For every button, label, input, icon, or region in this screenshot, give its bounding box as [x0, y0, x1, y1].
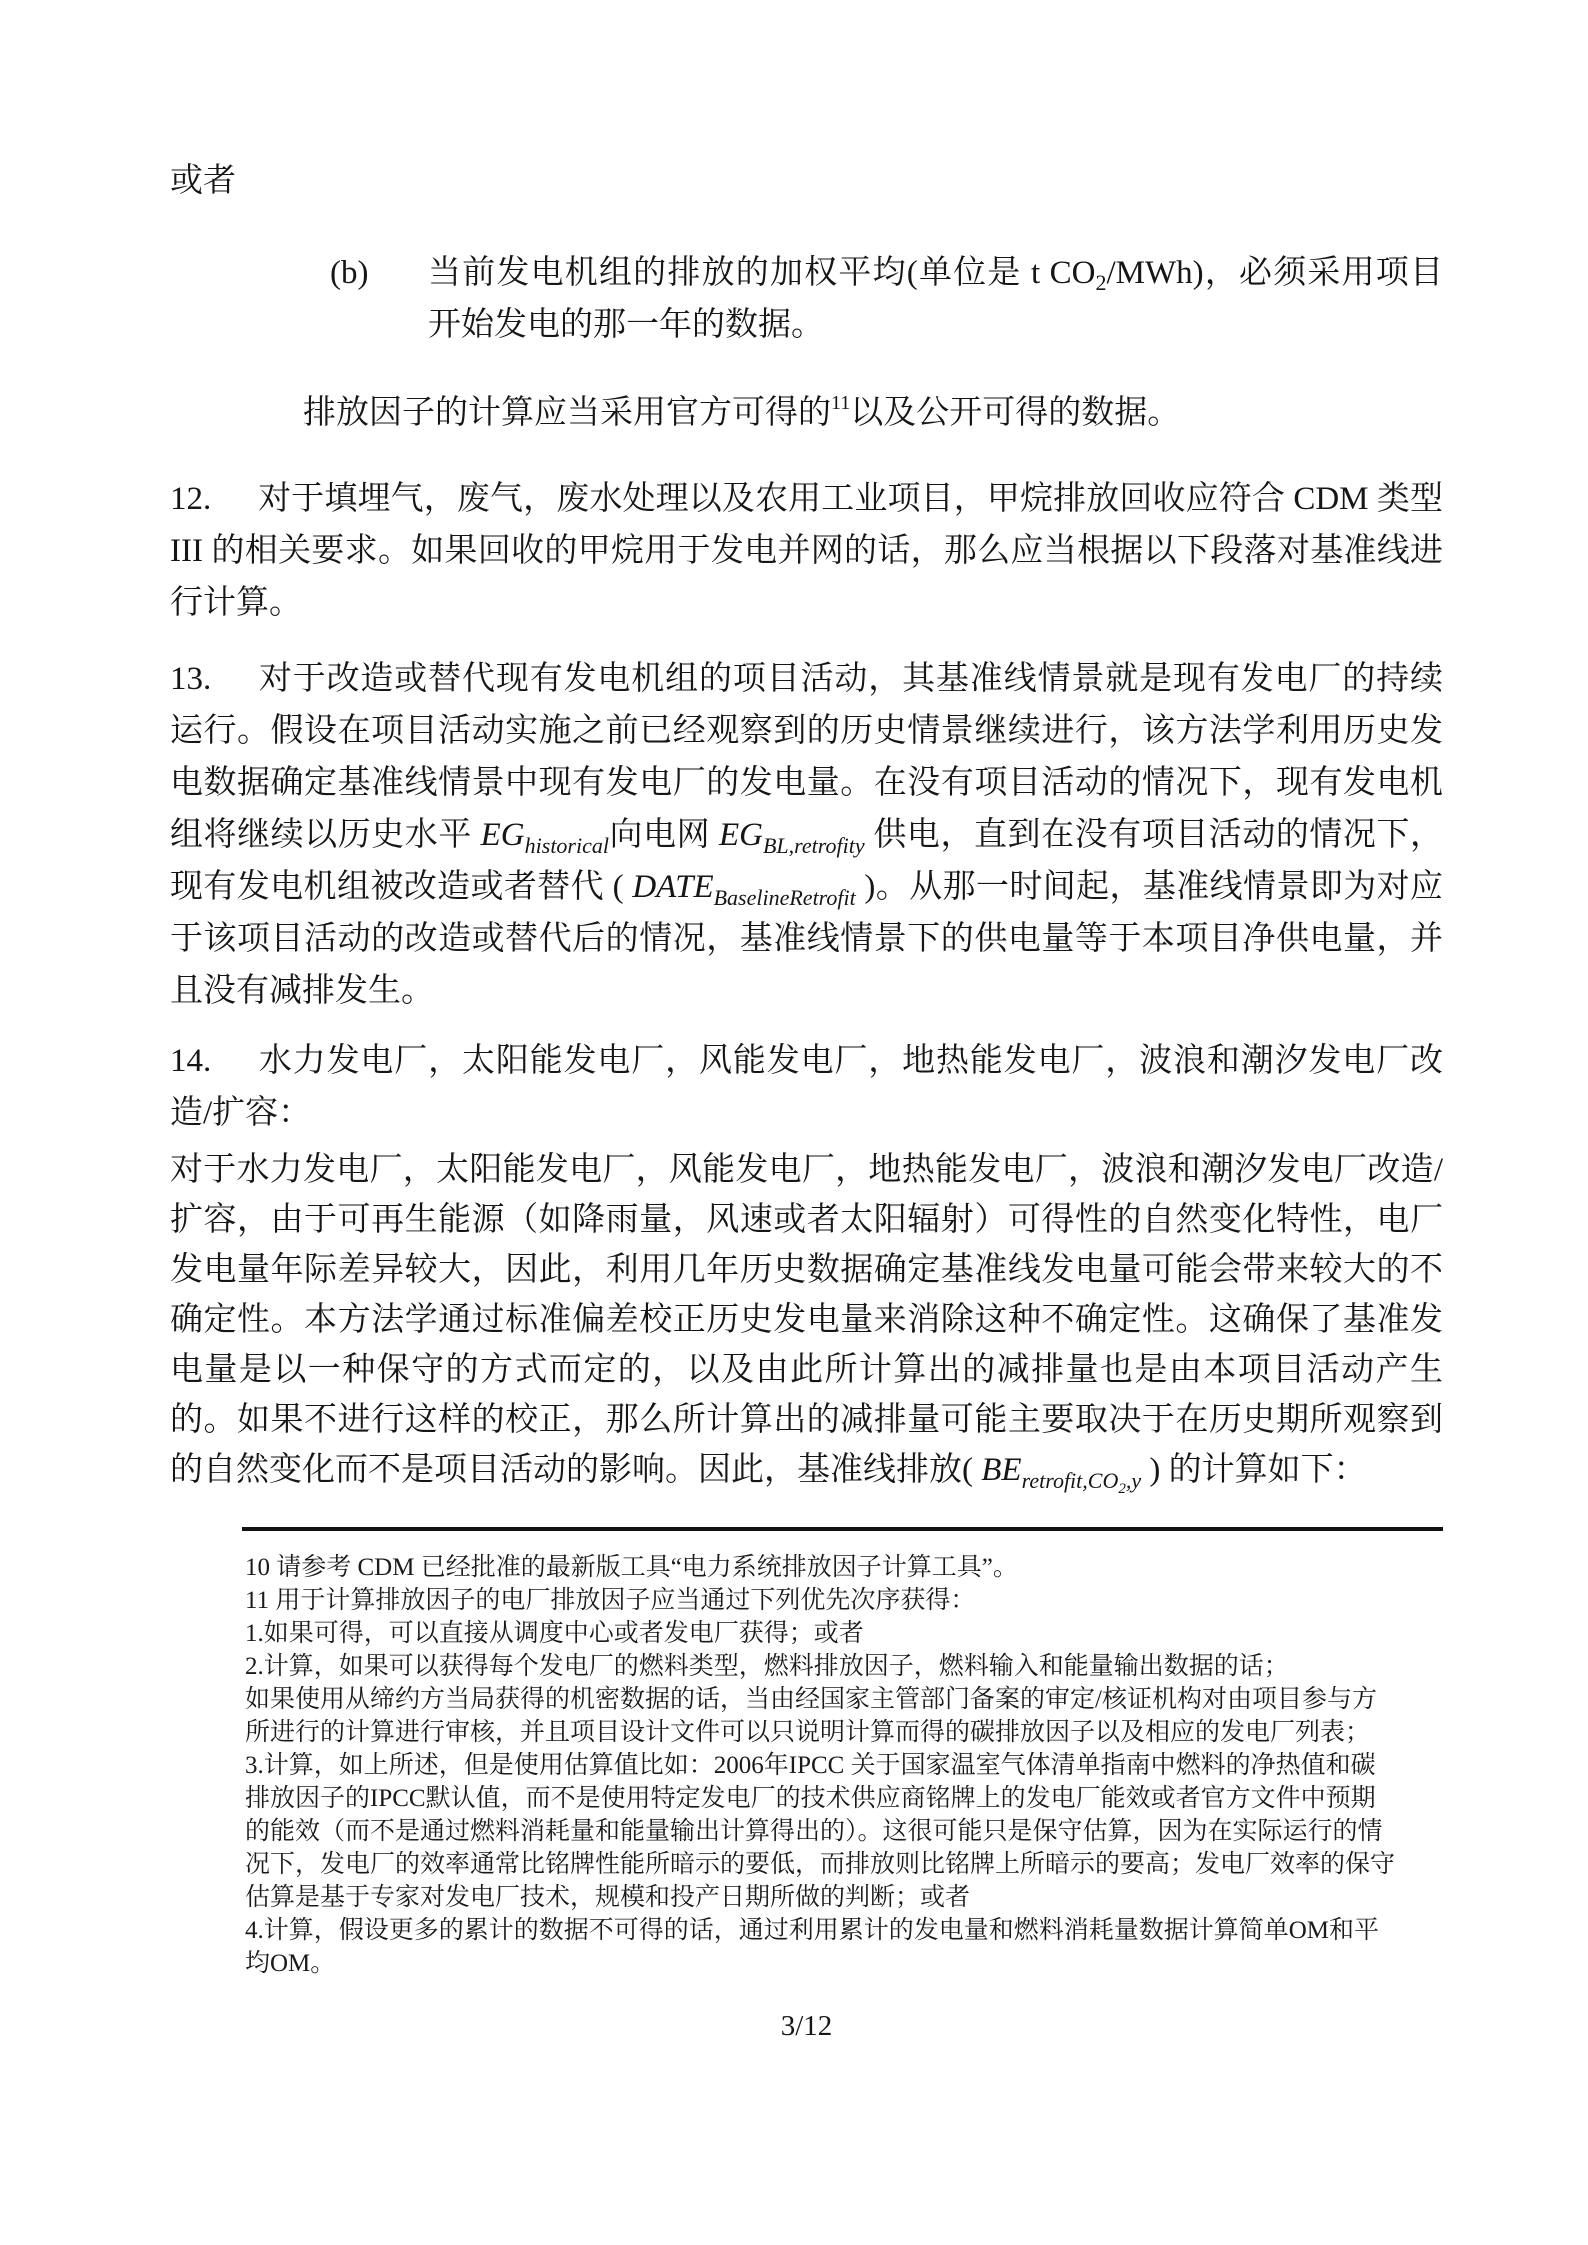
retrofit-paragraph-part1: 对于水力发电厂，太阳能发电厂，风能发电厂，地热能发电厂，波浪和潮汐发电厂改造/扩容，由于可再生能源（如降雨量，风速或者太阳辐射）可得性的自然变化特性，电厂发电量年际差异较大，因此，利用几年历史数据确定基准线发电量可能会带来较大的不确定性。本方法学通过标准偏差校正历史发电量来消除这种不确定性。这确保了基准发电量是以一种保守的方式而定的，以及由此所计算出的减排量也是由本项目活动产生的。如果不进行这样的校正，那么所计算出的减排量可能主要取决于在历史期所观察到的自然变化而不是项目活动的影响。因此，基准线排放(	[170, 1152, 1443, 1488]
formula-be-retrofit	[981, 1452, 1142, 1497]
footnote-ref-11: 11	[831, 392, 851, 414]
footnote-line: 况下，发电厂的效率通常比铭牌性能所暗示的要低，而排放则比铭牌上所暗示的要高；发电厂效率的保守	[245, 1851, 1396, 1878]
co2-subscript: 2	[1095, 270, 1107, 295]
item-b-text-part1: 当前发电机组的排放的加权平均(单位是 t CO	[428, 255, 1096, 291]
para-14	[170, 1035, 1443, 1139]
retrofit-paragraph-part2: ) 的计算如下：	[1141, 1452, 1367, 1488]
para-13-number: 13.	[170, 661, 212, 697]
para-14-text: 水力发电厂，太阳能发电厂，风能发电厂，地热能发电厂，波浪和潮汐发电厂改造/扩容：	[170, 1043, 1443, 1131]
retrofit-paragraph	[170, 1145, 1443, 1495]
formula-eg-bl-retrofit	[718, 817, 865, 858]
item-b-label: (b)	[330, 255, 369, 291]
footnote-line: 1.如果可得，可以直接从调度中心或者发电厂获得；或者	[245, 1620, 864, 1647]
formula-date-baseline-retrofit-base: DATE	[632, 869, 714, 905]
item-b-text-part2: /MWh)，必须采用项目开始发电的那一年的数据。	[428, 255, 1444, 343]
footnote-separator	[242, 1527, 1443, 1531]
para-13-text-part4: )。从那一时间起，基准线情景即为对应于该项目活动的改造或替代后的情况，基准线情景下的供电量等于本项目净供电量，并且没有减排发生。	[170, 869, 1443, 1009]
para-12-number: 12.	[170, 481, 212, 517]
footnote-line: 2.计算，如果可以获得每个发电厂的燃料类型，燃料排放因子，燃料输入和能量输出数据的话；	[245, 1653, 1289, 1680]
footnote-line: 3.计算，如上所述，但是使用估算值比如：2006年IPCC 关于国家温室气体清单指南中燃料的净热值和碳	[245, 1752, 1376, 1779]
footnote-line: 11 用于计算排放因子的电厂排放因子应当通过下列优先次序获得：	[245, 1587, 976, 1614]
formula-date-baseline-retrofit	[632, 869, 856, 910]
para-13-text-part1: 对于改造或替代现有发电机组的项目活动，其基准线情景就是现有发电厂的持续运行。假设在项目活动实施之前已经观察到的历史情景继续进行，该方法学利用历史发电数据确定基准线情景中现有发电厂的发电量。在没有项目活动的情况下，现有发电机组将继续以历史水平	[170, 661, 1443, 853]
footnote-line: 4.计算，假设更多的累计的数据不可得的话，通过利用累计的发电量和燃料消耗量数据计算简单OM和平	[245, 1917, 1380, 1944]
footnote-line: 所进行的计算进行审核，并且项目设计文件可以只说明计算而得的碳排放因子以及相应的发电厂列表；	[245, 1719, 1371, 1746]
emission-factor-note	[170, 387, 1443, 439]
ef-note-part2: 以及公开可得的数据。	[850, 395, 1181, 431]
footnote-line: 排放因子的IPCC默认值，而不是使用特定发电厂的技术供应商铭牌上的发电厂能效或者官方文件中预期	[245, 1785, 1376, 1812]
formula-be-retrofit-sub-part1: retrofit,CO	[1021, 1468, 1119, 1493]
para-13	[170, 653, 1443, 1017]
para-14-number: 14.	[170, 1043, 212, 1079]
footnote-block	[245, 1551, 1443, 1980]
para-13-text-part3: 供电，直到在没有项目活动的情况下，现有发电机组被改造或者替代 (	[170, 817, 1444, 905]
formula-eg-historical	[480, 817, 609, 858]
footnote-line: 均OM。	[245, 1950, 336, 1977]
formula-eg-historical-base: EG	[480, 817, 525, 853]
footnote-line: 10 请参考 CDM 已经批准的最新版工具“电力系统排放因子计算工具”。	[245, 1554, 1018, 1581]
footnote-line: 如果使用从缔约方当局获得的机密数据的话，当由经国家主管部门备案的审定/核证机构对由项目参与方	[245, 1686, 1377, 1713]
formula-be-retrofit-sub	[1021, 1468, 1142, 1497]
para-12	[170, 473, 1443, 629]
footnote-line: 估算是基于专家对发电厂技术，规模和投产日期所做的判断；或者	[245, 1884, 971, 1911]
ef-note-part1: 排放因子的计算应当采用官方可得的	[303, 395, 831, 431]
formula-date-baseline-retrofit-sub: BaselineRetrofit	[713, 885, 856, 910]
item-b	[170, 247, 1443, 351]
or-label: 或者	[170, 163, 236, 199]
formula-eg-historical-sub: historical	[524, 833, 609, 858]
page-number: 3/12	[780, 2010, 833, 2042]
formula-be-retrofit-base: BE	[981, 1452, 1022, 1488]
formula-be-retrofit-sub-co2: 2	[1118, 1481, 1126, 1497]
formula-eg-bl-retrofit-sub: BL,retrofity	[762, 833, 865, 858]
footnote-line: 的能效（而不是通过燃料消耗量和能量输出计算得出的）。这很可能只是保守估算，因为在实际运行的情	[245, 1818, 1383, 1845]
formula-be-retrofit-sub-part2: ,y	[1125, 1468, 1142, 1493]
para-12-text: 对于填埋气，废气，废水处理以及农用工业项目，甲烷排放回收应符合 CDM 类型 III 的相关要求。如果回收的甲烷用于发电并网的话，那么应当根据以下段落对基准线进行计算。	[170, 481, 1443, 621]
para-13-text-part2: 向电网	[608, 817, 719, 853]
formula-eg-bl-retrofit-base: EG	[718, 817, 763, 853]
item-b-text	[428, 247, 1443, 351]
